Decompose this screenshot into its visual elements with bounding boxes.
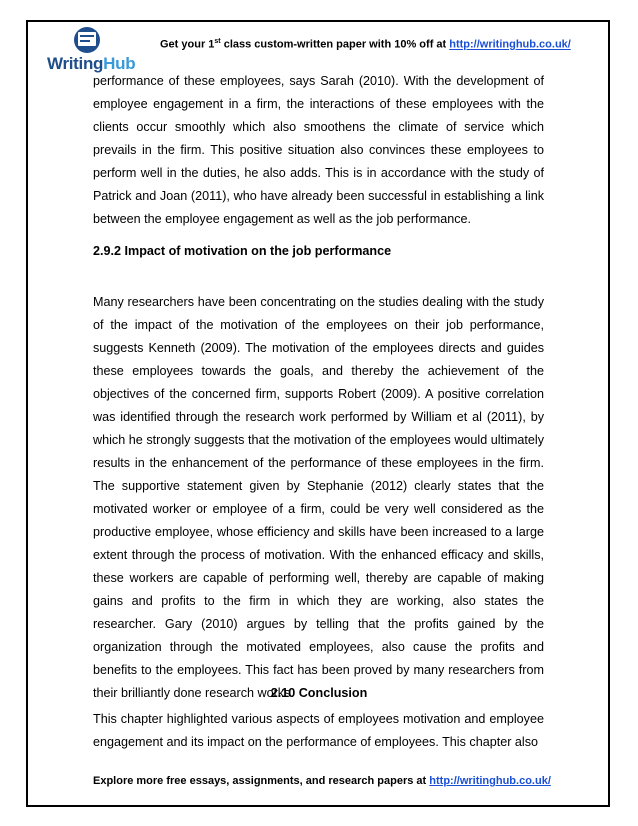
logo-text: WritingHub bbox=[47, 54, 136, 73]
section-heading: 2.9.2 Impact of motivation on the job performance bbox=[93, 244, 392, 258]
footer-link[interactable]: http://writinghub.co.uk/ bbox=[429, 775, 551, 787]
conclusion-heading: 2.10 Conclusion bbox=[270, 686, 368, 700]
paragraph-1: performance of these employees, says Sarah (2010). With the development of employee engagement in a firm, the interactions of these employees with the clients occur smoothly which also smoothens the climate of service which prevails in the firm. This positive situation also convinces these employees to perform well in the duties, he also adds. This is in accordance with the study of Patrick and Joan (2011), who have already been successful in establishing a link between the employee engagement as well as the job performance. bbox=[93, 74, 544, 226]
paragraph-2: Many researchers have been concentrating on the studies dealing with the study of the impact of the motivation of the employees on their job performance, suggests Kenneth (2009). The motivation of the employees directs and guides these employees towards the goals, and thereby the achievement of the objectives of the concerned firm, supports Robert (2009). A positive correlation was identified through the research work performed by William et al (2011), by which he strongly suggests that the motivation of the employees would ultimately results in the enhancement of the performance of these employees in the firm. The supportive statement given by Stephanie (2012) clearly states that the motivated worker or employee of a firm, could be very well considered as the productive employee, whose efficiency and skills have been increased to a large extent through the process of motivation. With the enhanced efficacy and skills, these workers are capable of performing well, thereby are capable of making gains and profits to the firm in which they are working, also states the researcher. Gary (2010) argues by telling that the profits gained by the organization through the motivated employees, also cause the profits and benefits to the employees. This fact has been proved by many researchers from their brilliantly done research works. bbox=[93, 295, 544, 700]
writinghub-logo[interactable] bbox=[47, 27, 136, 73]
paragraph-3: This chapter highlighted various aspects of employees motivation and employee engagement and its impact on the performance of employees. This chapter also bbox=[93, 712, 544, 749]
book-icon bbox=[74, 27, 100, 53]
page-footer: Explore more free essays, assignments, and research papers at http://writinghub.co.uk/ bbox=[93, 775, 551, 787]
header-link[interactable]: http://writinghub.co.uk/ bbox=[449, 38, 571, 51]
page-header: Get your 1st class custom-written paper with 10% off at http://writinghub.co.uk/ bbox=[160, 38, 571, 51]
